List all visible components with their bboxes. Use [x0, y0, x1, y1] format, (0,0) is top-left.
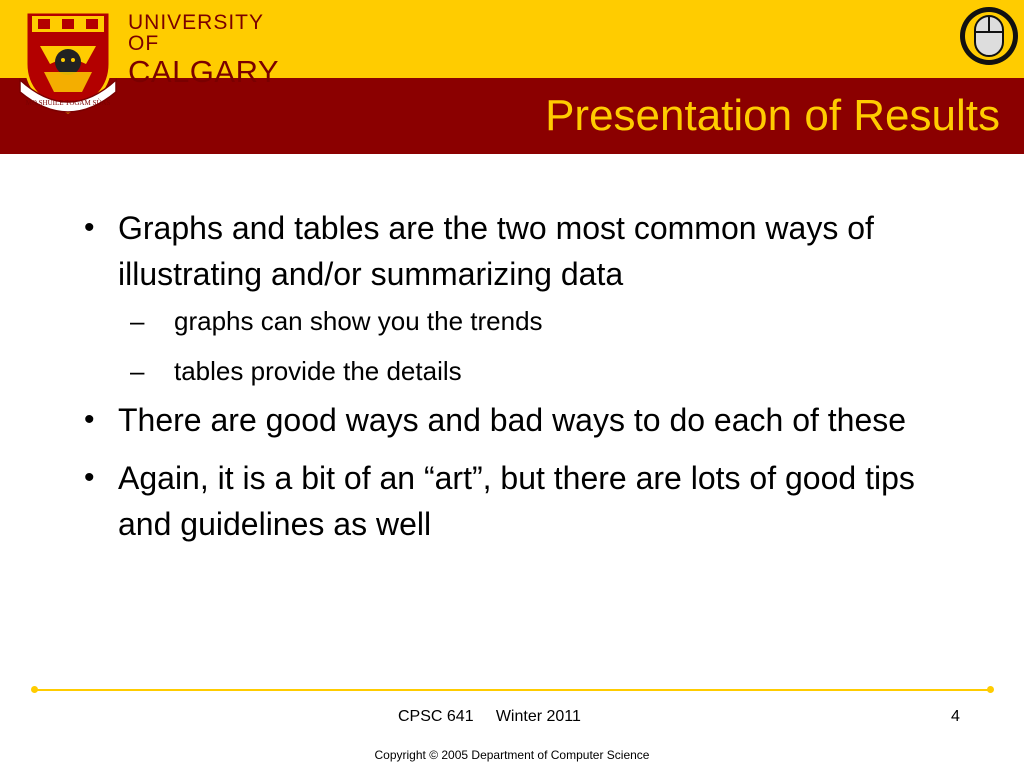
slide-title: Presentation of Results: [545, 91, 1000, 140]
bullet-dot: •: [84, 461, 95, 494]
university-name-line1: UNIVERSITY OF: [128, 11, 264, 55]
bullet-dot: •: [84, 403, 95, 436]
bullet-text: Graphs and tables are the two most common ways of illustrating and/or summarizing data: [118, 210, 874, 292]
en-dash: –: [130, 356, 145, 386]
sub-bullet-item: [130, 351, 962, 391]
mouse-icon: [958, 4, 1020, 68]
sub-bullet-list: [118, 301, 962, 391]
bullet-text: There are good ways and bad ways to do each of these: [118, 402, 907, 438]
bullet-item: [82, 397, 962, 443]
university-logo: [0, 0, 280, 154]
footer-divider: [34, 689, 990, 691]
slide-content: [82, 205, 962, 559]
footer-line-endpoint: [987, 686, 994, 693]
page-number: 4: [951, 708, 960, 725]
sub-bullet-item: [130, 301, 962, 341]
bullet-item: [82, 205, 962, 391]
university-name-line2: CALGARY: [128, 54, 280, 89]
copyright-notice: Copyright © 2005 Department of Computer Science: [374, 748, 650, 762]
footer-course: CPSC 641: [398, 708, 474, 725]
footer-course-info: [398, 708, 581, 726]
sub-bullet-text: graphs can show you the trends: [174, 306, 543, 336]
university-crest-icon: [18, 6, 118, 118]
bullet-item: [82, 455, 962, 547]
university-name: [128, 12, 280, 87]
bullet-text: Again, it is a bit of an “art”, but there are lots of good tips and guidelines as well: [118, 460, 915, 542]
en-dash: –: [130, 306, 145, 336]
sub-bullet-text: tables provide the details: [174, 356, 462, 386]
crest-motto: MO SHÙILE TOGAM SÙAS: [25, 99, 111, 107]
bullet-dot: •: [84, 211, 95, 244]
footer-term: Winter 2011: [495, 708, 581, 725]
